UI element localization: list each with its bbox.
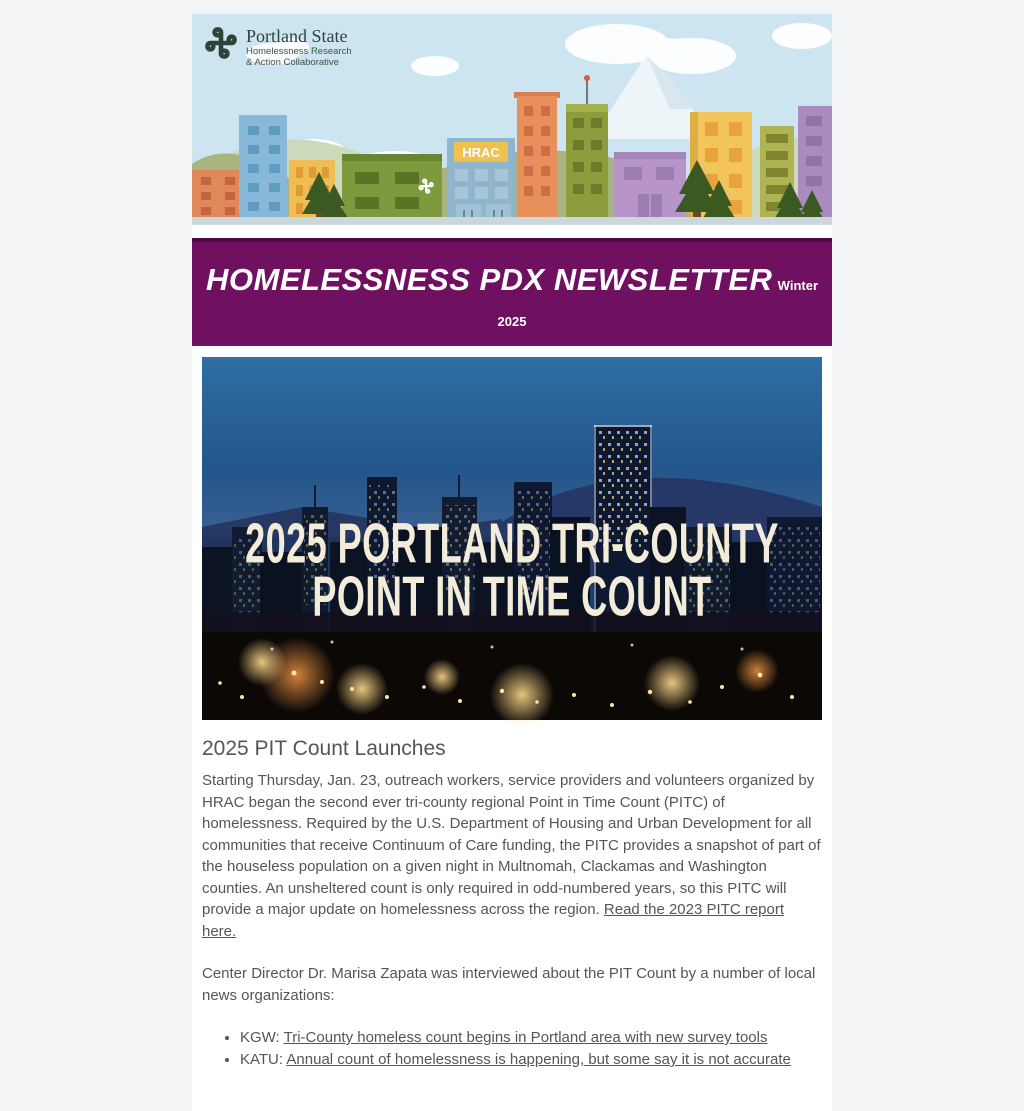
- ground: [192, 217, 832, 225]
- newsletter-masthead: [192, 238, 832, 346]
- kgw-article-link[interactable]: Tri-County homeless count begins in Portland area with new survey tools: [283, 1029, 768, 1046]
- psu-hrac-logo: [204, 26, 352, 68]
- article-paragraph-2: Center Director Dr. Marisa Zapata was interviewed about the PIT Count by a number of local news organizations:: [202, 965, 816, 1004]
- hero-title-line2: POINT IN TIME COUNT: [312, 564, 712, 628]
- list-item: [240, 1049, 822, 1070]
- newsletter-season: Winter: [777, 278, 818, 293]
- katu-article-link[interactable]: Annual count of homelessness is happening, but some say it is not accurate: [286, 1051, 791, 1068]
- logo-subtitle-line1: Homelessness Research: [246, 46, 352, 57]
- knot-logo-icon: [204, 26, 238, 60]
- header-illustration: [192, 14, 832, 225]
- article-body: [192, 737, 832, 1111]
- hero-image: [202, 357, 822, 720]
- list-item: [240, 1027, 822, 1048]
- logo-subtitle-line2: & Action Collaborative: [246, 57, 339, 68]
- logo-title: Portland State: [246, 26, 348, 46]
- news-source-katu: KATU:: [240, 1051, 287, 1068]
- hero-title-line1: 2025 PORTLAND TRI-COUNTY: [245, 511, 779, 575]
- news-coverage-list: [202, 1027, 822, 1070]
- email-body: [192, 14, 832, 1111]
- news-source-kgw: KGW:: [240, 1029, 284, 1046]
- paragraph-1-text: Starting Thursday, Jan. 23, outreach workers, service providers and volunteers organized by HRAC began the second ever tri-county regional Point in Time Count (PITC) of homelessness. Required by the U.S. Department of Housing and Urban Development for all communities that receive Continuum of Care funding, the PITC provides a snapshot of part of the houseless population on a given night in Multnomah, Clackamas and Washington counties. An unsheltered count is only required in odd-numbered years, so this PITC will provide a major update on homelessness across the region.: [202, 772, 821, 918]
- article-heading: 2025 PIT Count Launches: [202, 737, 446, 760]
- newsletter-title: HOMELESSNESS PDX NEWSLETTER: [206, 262, 773, 297]
- pitc-report-link[interactable]: Read the 2023 PITC report here.: [202, 901, 785, 940]
- hrac-sign-label: HRAC: [462, 145, 500, 160]
- email-newsletter: [192, 14, 832, 1111]
- newsletter-year: 2025: [497, 314, 527, 329]
- article-paragraph-1: [202, 770, 822, 942]
